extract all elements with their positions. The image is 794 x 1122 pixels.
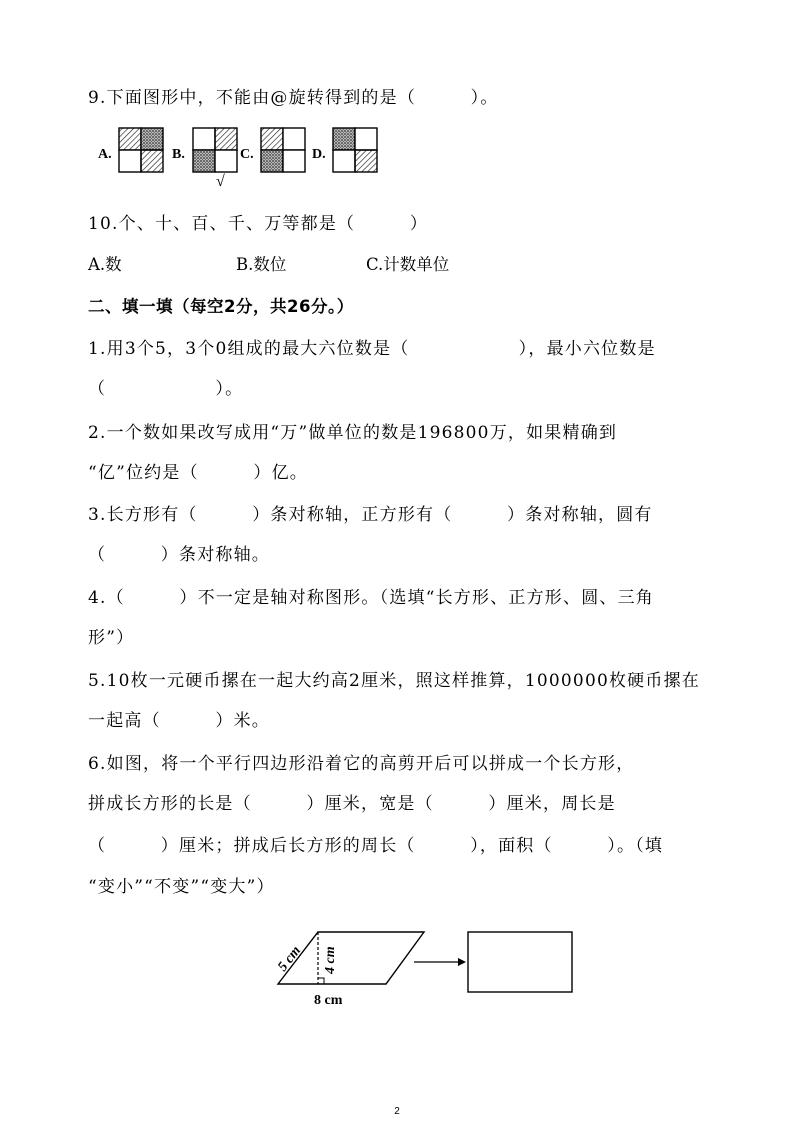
q9-grid-cell bbox=[193, 150, 215, 172]
fill-q5-line2: 一起高（ ）米。 bbox=[88, 711, 270, 731]
q9-answer-mark: √ bbox=[216, 173, 225, 190]
q9-grid-cell bbox=[193, 128, 215, 150]
fill-q3-line1: 3.长方形有（ ）条对称轴，正方形有（ ）条对称轴，圆有 bbox=[88, 505, 653, 525]
result-rectangle bbox=[468, 932, 572, 992]
q9-grid-cell bbox=[119, 150, 141, 172]
q9-grid-cell bbox=[119, 128, 141, 150]
q9-option-label: C. bbox=[240, 147, 254, 162]
fill-q6-line1: 6.如图，将一个平行四边形沿着它的高剪开后可以拼成一个长方形， bbox=[88, 754, 635, 774]
fill-q6-line2: 拼成长方形的长是（ ）厘米，宽是（ ）厘米，周长是 bbox=[88, 794, 616, 814]
q9-grid-cell bbox=[283, 150, 305, 172]
fill-q1-line2: （ ）。 bbox=[88, 379, 244, 399]
base-label: 8 cm bbox=[314, 993, 343, 1008]
q9-option-label: B. bbox=[172, 147, 185, 162]
fill-q1-line1: 1.用3个5，3个0组成的最大六位数是（ ），最小六位数是 bbox=[88, 339, 656, 359]
fill-q5-line1: 5.10枚一元硬币摞在一起大约高2厘米，照这样推算，1000000枚硬币摞在 bbox=[88, 671, 700, 691]
q10-option-b: B.数位 bbox=[236, 255, 287, 274]
q10-text: 10.个、十、百、千、万等都是（ ） bbox=[88, 214, 429, 234]
q9-grid-cell bbox=[215, 150, 237, 172]
side-label: 5 cm bbox=[275, 943, 305, 975]
arrow-head-icon bbox=[458, 958, 466, 966]
q9-grid-cell bbox=[355, 128, 377, 150]
q10-option-a: A.数 bbox=[88, 255, 122, 274]
fill-q4-line1: 4.（ ）不一定是轴对称图形。（选填“长方形、正方形、圆、三角 bbox=[88, 588, 655, 608]
fill-q4-line2: 形”） bbox=[88, 628, 135, 648]
q9-grid-cell bbox=[141, 150, 163, 172]
fill-q2-line2: “亿”位约是（ ）亿。 bbox=[88, 463, 308, 483]
q9-grid-cell bbox=[215, 128, 237, 150]
section2-title: 二、填一填（每空2分，共26分。） bbox=[88, 297, 354, 316]
fill-q6-line3: （ ）厘米；拼成后长方形的周长（ ），面积（ ）。（填 bbox=[88, 836, 664, 856]
q9-grid-cell bbox=[355, 150, 377, 172]
q9-grid-cell bbox=[141, 128, 163, 150]
parallelogram-figure bbox=[262, 918, 582, 1010]
q9-grid-cell bbox=[261, 128, 283, 150]
fill-q2-line1: 2.一个数如果改写成用“万”做单位的数是196800万，如果精确到 bbox=[88, 423, 618, 443]
q9-grid-cell bbox=[261, 150, 283, 172]
right-angle-marker bbox=[318, 978, 324, 984]
q10-option-c: C.计数单位 bbox=[366, 255, 450, 274]
q9-options-figure bbox=[98, 124, 388, 194]
fill-q6-line4: “变小”“不变”“变大”） bbox=[88, 877, 275, 897]
q9-option-label: A. bbox=[98, 147, 112, 162]
q9-option-label: D. bbox=[312, 147, 326, 162]
q9-grid-cell bbox=[333, 128, 355, 150]
q9-grid-cell bbox=[283, 128, 305, 150]
fill-q3-line2: （ ）条对称轴。 bbox=[88, 545, 270, 565]
q9-grid-cell bbox=[333, 150, 355, 172]
page-number: 2 bbox=[394, 1106, 400, 1117]
q9-text: 9.下面图形中，不能由@旋转得到的是（ ）。 bbox=[88, 88, 499, 108]
height-label: 4 cm bbox=[323, 946, 338, 974]
